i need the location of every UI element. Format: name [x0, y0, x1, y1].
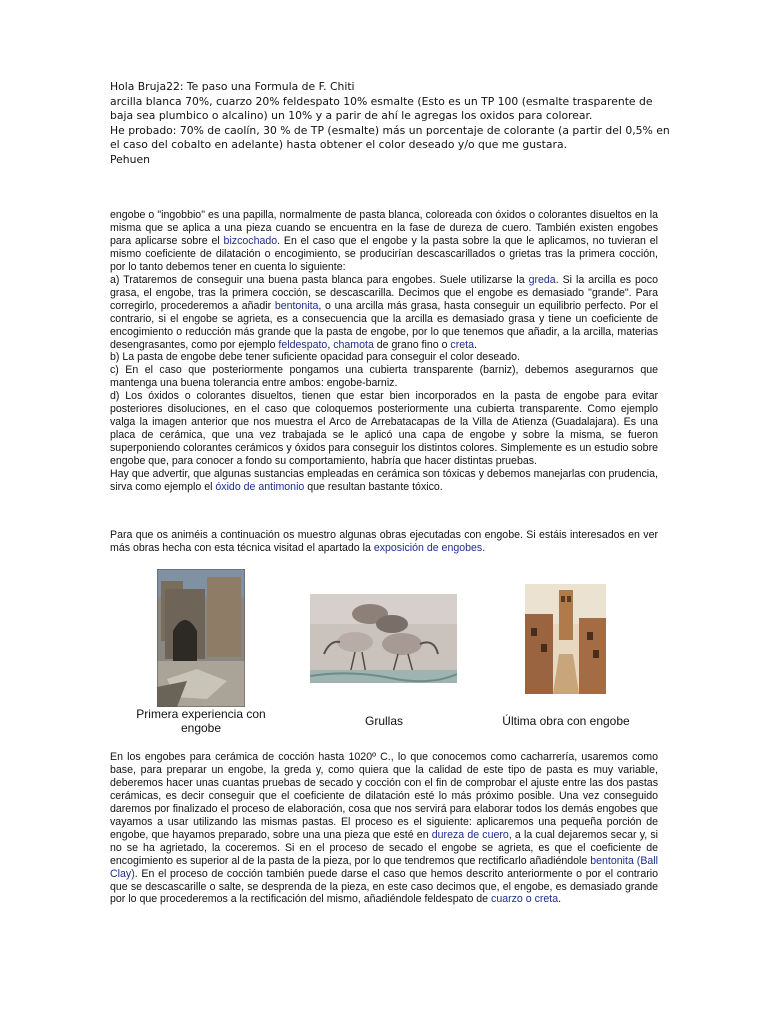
link-bizcochado[interactable]: bizcochado — [223, 234, 278, 247]
paragraph-definition — [110, 209, 658, 274]
image-last-work[interactable] — [525, 584, 606, 694]
text-span: a) Trataremos de conseguir una buena pasta blanca para engobes. Suele utilizarse la — [110, 273, 529, 286]
text-span: . — [558, 893, 562, 906]
article-body — [110, 209, 658, 494]
paragraph-warning — [110, 468, 658, 494]
text-span: , — [327, 338, 334, 351]
text-span: . Si la arcilla es poco grasa, el engobe, tras la primera cocción, se descascarilla. Decimos que el engobe es demasiado "grande". Para corregirlo, procederemos a añadir — [110, 273, 658, 312]
image-grullas[interactable] — [310, 594, 457, 683]
closing-paragraph — [110, 751, 658, 906]
link-chamota[interactable]: chamota — [333, 338, 374, 351]
intro-signature: Pehuen — [110, 152, 150, 166]
paragraph-invite — [110, 529, 658, 555]
paragraph-a — [110, 274, 658, 352]
text-span: En los engobes para cerámica de cocción hasta 1020º C., lo que conocemos como cacharrería, usaremos como base, para preparar un engobe, la greda y, como quiera que la calidad de este tipo de pasta es muy variable, deberemos hacer unas cuantas pruebas de secado y cocción con el fin de comprobar el ajuste entre las dos pastas cerámicas, es decir conseguir que el coeficiente de dilatación esté lo más próximo posible. Una vez conseguido daremos por finalizado el proceso de elaboración, cosa que nos servirá para elaborar todos los demás engobes que vayamos a usar utilizando las mismas pastas. El proceso es el siguiente: aplicaremos una pequeña porción de engobe, que hayamos preparado, sobre una una pieza que esté en — [110, 751, 658, 841]
paragraph-b: b) La pasta de engobe debe tener suficiente opacidad para conseguir el color deseado. — [110, 351, 520, 364]
text-span: . En el proceso de cocción también puede darse el caso que hemos descrito anteriormente o por el contrario que se descascarille o salte, se desprenda de la pieza, en este caso decimos que, el engobe, es demasiado grande por lo que procederemos a la rectificación del mismo, añadiéndole feldespato de — [110, 867, 658, 906]
text-span: engobe o "ingobbio" es una papilla, normalmente de pasta blanca, coloreada con óxidos o colorantes disueltos en la misma que se aplica a una pieza cuando se encuentra en la fase de dureza de cuero. También existen engobes para aplicarse sobre el — [110, 209, 658, 247]
paragraph-d: d) Los óxidos o colorantes disueltos, tienen que estar bien incorporados en la pasta de engobe para evitar posteriores disoluciones, en el caso que coloquemos posteriormente una cubierta transparente. Como ejemplo valga la imagen anterior que nos muestra el Arco de Arrebatacapas de la Villa de Atienza (Guadalajara). Es una placa de cerámica, que una vez trabajada se le aplicó una capa de engobe y sobre la misma, se fueron superponiendo colorantes cerámicos y óxidos para conseguir los distintos colores. Simplemente es un estudio sobre engobe que, para conocer a fondo su comportamiento, habría que hacer distintas pruebas. — [110, 390, 658, 468]
text-span: . — [482, 541, 486, 554]
text-span: que resultan bastante tóxico. — [304, 481, 443, 494]
link-cuarzo-o-creta[interactable]: cuarzo o creta — [491, 893, 559, 906]
link-bentonita[interactable]: bentonita — [274, 299, 319, 312]
caption-last-work: Última obra con engobe — [502, 714, 630, 728]
text-span: Para que os animéis a continuación os muestro algunas obras ejecutadas con engobe. Si estáis interesados en ver más obras hecha con esta técnica visitad el apartado la — [110, 529, 658, 554]
invite-paragraph — [110, 529, 658, 555]
paragraph-c: c) En el caso que posteriormente pongamos una cubierta transparente (barniz), debemos asegurarnos que mantenga una buena tolerancia entre ambos: engobe-barniz. — [110, 364, 658, 390]
caption-grullas: Grullas — [364, 714, 403, 728]
link-creta[interactable]: creta — [450, 338, 474, 351]
caption-first-experience: Primera experiencia con engobe — [136, 707, 266, 735]
intro-formula: arcilla blanca 70%, cuarzo 20% feldespato 10% esmalte (Esto es un TP 100 (esmalte trasparente de baja sea plumbico o alcalino) un 10% y a parir de ahí le agregas los oxidos para colorear. — [110, 94, 653, 123]
intro-tested: He probado: 70% de caolín, 30 % de TP (esmalte) más un porcentaje de colorante (a partir del 0,5% en el caso del cobalto en adelante) hasta obtener el color deseado y/o que me gustara. — [110, 123, 670, 152]
text-span: , a la cual dejaremos secar y, si no se ha agrietado, la coceremos. Si en el proceso de secado el engobe se agrieta, es que el coeficiente de encogimiento es superior al de la pasta de la pieza, por lo que tendremos que rectificarlo añadiéndole — [110, 828, 658, 867]
link-oxido-antimonio[interactable]: óxido de antimonio — [215, 481, 305, 494]
link-dureza-de-cuero[interactable]: dureza de cuero — [431, 828, 509, 841]
link-exposicion-engobes[interactable]: exposición de engobes — [373, 541, 483, 554]
text-span: . En el caso que el engobe y la pasta sobre la que le aplicamos, no tuvieran el mismo coeficiente de dilatación o encogimiento, se producirían descascarillados o grietas tras la primera cocción, por lo tanto debemos tener en cuenta lo siguiente: — [110, 234, 658, 273]
text-span: Hay que advertir, que algunas sustancias empleadas en cerámica son tóxicas y debemos manejarlas con prudencia, sirva como ejemplo el — [110, 468, 658, 494]
text-span: de grano fino o — [373, 338, 451, 351]
paragraph-closing — [110, 751, 658, 906]
link-greda[interactable]: greda — [528, 273, 556, 286]
intro-greeting: Hola Bruja22: Te paso una Formula de F. Chiti — [110, 80, 355, 93]
image-first-experience[interactable] — [157, 569, 245, 707]
link-feldespato[interactable]: feldespato — [278, 338, 328, 351]
link-bentonita-ball-clay[interactable]: bentonita (Ball Clay) — [110, 854, 658, 880]
text-span: , o una arcilla más grasa, hasta conseguir un equilibrio perfecto. Por el contrario, si el engobe se agrieta, es a consecuencia que la arcilla es demasiado grasa y tiene un coeficiente de encogimiento o reducción más grande que la pasta de engobe, por lo que tenemos que añadir, a la arcilla, materias desengrasantes, como por ejemplo — [110, 299, 658, 351]
text-span: . — [473, 338, 477, 351]
intro-block — [110, 80, 670, 168]
